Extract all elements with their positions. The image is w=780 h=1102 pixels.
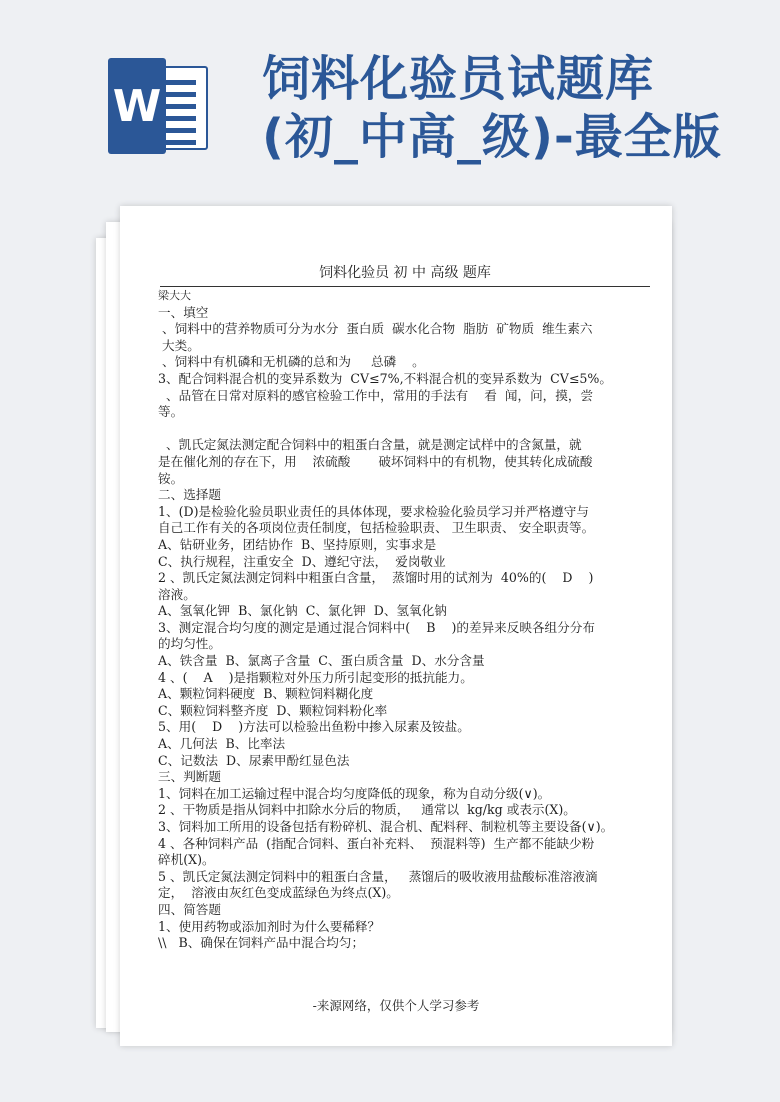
text-line: A、几何法 B、比率法 bbox=[158, 736, 286, 752]
text-line: 2 、干物质是指从饲料中扣除水分后的物质， 通常以 kg/kg 或表示(X)。 bbox=[158, 802, 576, 818]
text-line: 三、判断题 bbox=[158, 769, 221, 785]
text-line: A、颗粒饲料硬度 B、颗粒饲料糊化度 bbox=[158, 686, 374, 702]
text-line: 、凯氏定氮法测定配合饲料中的粗蛋白含量，就是测定试样中的含氮量，就 bbox=[158, 437, 582, 453]
text-line: 是在催化剂的存在下，用 浓硫酸 破坏饲料中的有机物，使其转化成硫酸 bbox=[158, 453, 593, 469]
text-line bbox=[158, 421, 650, 438]
text-line: 3、测定混合均匀度的测定是通过混合饲料中( B )的差异来反映各组分分布 bbox=[158, 619, 595, 635]
text-line: 铵。 bbox=[158, 470, 184, 486]
text-line: 5 、凯氏定氮法测定饲料中的粗蛋白含量， 蒸馏后的吸收液用盐酸标准溶液滴 bbox=[158, 868, 598, 884]
document-body bbox=[158, 288, 650, 952]
text-line: 1、(D)是检验化验员职业责任的具体体现，要求检验化验员学习并严格遵守与 bbox=[158, 503, 589, 519]
text-line: C、记数法 D、尿素甲酚红显色法 bbox=[158, 752, 350, 768]
text-line: 定， 溶液由灰红色变成蓝绿色为终点(X)。 bbox=[158, 885, 399, 901]
text-line: 碎机(X)。 bbox=[158, 852, 215, 868]
text-line: 5、用( D )方法可以检验出鱼粉中掺入尿素及铵盐。 bbox=[158, 719, 470, 735]
text-line: 1、使用药物或添加剂时为什么要稀释？ bbox=[158, 918, 381, 934]
text-line: 2 、凯氏定氮法测定饲料中粗蛋白含量， 蒸馏时用的试剂为 40%的( D ) bbox=[158, 570, 594, 586]
document-footer: -来源网络，仅供个人学习参考 bbox=[312, 998, 480, 1013]
text-line: C、执行规程，注重安全 D、遵纪守法， 爱岗敬业 bbox=[158, 553, 446, 569]
text-line: 、品管在日常对原料的感官检验工作中，常用的手法有 看 闻，问，摸，尝 bbox=[158, 387, 594, 403]
text-line: 等。 bbox=[158, 404, 184, 420]
text-line: 的均匀性。 bbox=[158, 636, 221, 652]
text-line: 一、填空 bbox=[158, 304, 209, 320]
text-line: 1、饲料在加工运输过程中混合均匀度降低的现象，称为自动分级(∨)。 bbox=[158, 785, 551, 801]
text-line: 、饲料中有机磷和无机磷的总和为 总磷 。 bbox=[158, 354, 425, 370]
question-lines bbox=[158, 305, 650, 952]
title-line-2: (初_中高_级)-最全版 bbox=[262, 109, 722, 165]
text-line: \\ B、确保在饲料产品中混合均匀； bbox=[158, 935, 365, 951]
text-line: A、铁含量 B、氯离子含量 C、蛋白质含量 D、水分含量 bbox=[158, 653, 485, 669]
word-letter: W bbox=[108, 58, 166, 154]
text-line: A、钻研业务，团结协作 B、坚持原则，实事求是 bbox=[158, 536, 437, 552]
text-line: C、颗粒饲料整齐度 D、颗粒饲料粉化率 bbox=[158, 702, 388, 718]
banner-title bbox=[262, 50, 722, 166]
document-page bbox=[120, 206, 672, 1046]
text-line: 自己工作有关的各项岗位责任制度，包括检验职责、 卫生职责、 安全职责等。 bbox=[158, 520, 595, 536]
text-line: 大类。 bbox=[158, 337, 200, 353]
text-line: 、饲料中的营养物质可分为水分 蛋白质 碳水化合物 脂肪 矿物质 维生素六 bbox=[158, 321, 593, 337]
text-line: A、氢氧化钾 B、氯化钠 C、氯化钾 D、氢氧化钠 bbox=[158, 603, 447, 619]
text-line: 4 、各种饲料产品 (指配合饲料、蛋白补充料、 预混料等) 生产都不能缺少粉 bbox=[158, 835, 595, 851]
text-line: 3、饲料加工所用的设备包括有粉碎机、混合机、配料秤、制粒机等主要设备(∨)。 bbox=[158, 819, 614, 834]
text-line: 4 、( A )是指颗粒对外压力所引起变形的抵抗能力。 bbox=[158, 669, 473, 685]
title-line-1: 饲料化验员试题库 bbox=[262, 51, 655, 107]
text-line: 3、配合饲料混合机的变异系数为 CV≤7%,不料混合机的变异系数为 CV≤5%。 bbox=[158, 370, 612, 386]
word-logo-icon bbox=[108, 58, 208, 154]
document-header: 饲料化验员 初 中 高级 题库 bbox=[160, 262, 650, 287]
text-line: 二、选择题 bbox=[158, 487, 221, 503]
author-line: 梁大大 bbox=[158, 289, 191, 302]
text-line: 四、简答题 bbox=[158, 901, 221, 917]
text-line: 溶液。 bbox=[158, 586, 196, 602]
